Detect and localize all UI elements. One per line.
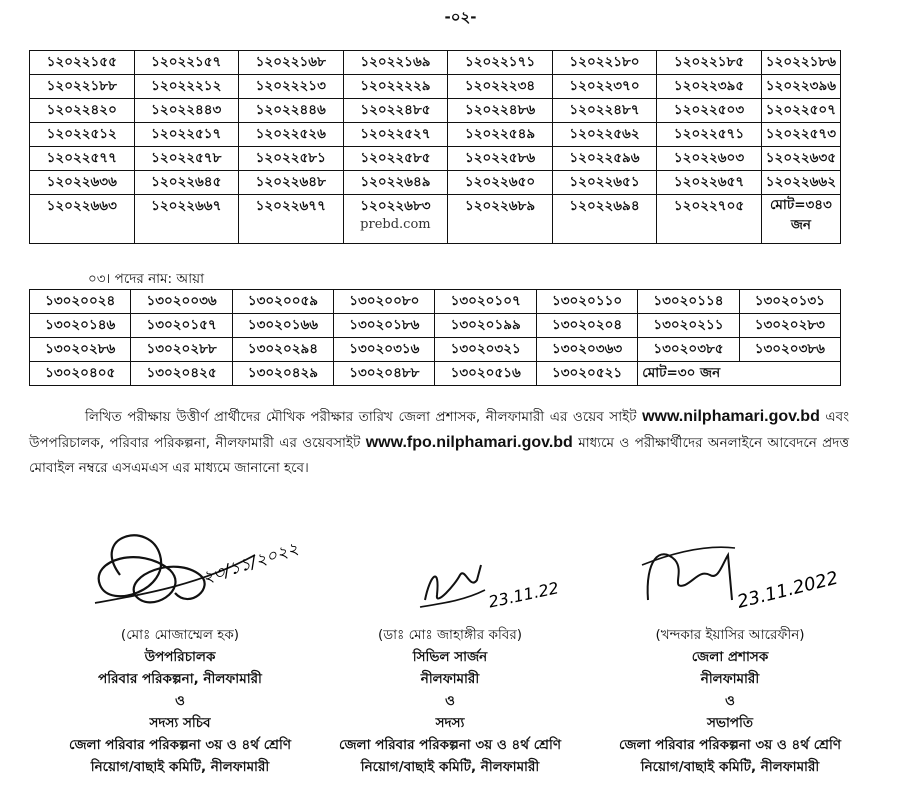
roll-cell: ১২০২২৫৮৬	[448, 147, 552, 171]
roll-cell: ১৩০২০১১০	[536, 290, 637, 314]
roll-cell: ১৩০২০২৮৮	[131, 338, 232, 362]
roll-cell: ১২০২২৬০৩	[657, 147, 762, 171]
roll-cell: ১৩০২০৩৬৩	[536, 338, 637, 362]
roll-cell: ১২০২২৬৫৭	[657, 171, 762, 195]
roll-cell: ১২০২২৫৮৫	[343, 147, 448, 171]
total-count-cell: মোট=৩০ জন	[638, 362, 841, 386]
middle-signature-date: 23.11.22	[486, 578, 561, 612]
signatory-designation: সিভিল সার্জন	[412, 649, 488, 665]
roll-cell: ১২০২২৬৬৩	[30, 195, 135, 244]
signatory-left	[30, 624, 330, 778]
notice-text-2: এবং উপপরিচালক, পরিবার পরিকল্পনা, নীলফামারী এর ওয়েবসাইট	[29, 409, 850, 451]
roll-cell: ১২০২২৪৮৬	[448, 99, 552, 123]
signatory-name: (ডাঃ মোঃ জাহাঙ্গীর কবির)	[377, 627, 523, 643]
signatory-office: নীলফামারী	[700, 671, 760, 687]
roll-cell: ১২০২২২২৯	[343, 75, 448, 99]
signatory-conjunction: ও	[725, 693, 735, 709]
roll-cell: ১৩০২০০২৪	[30, 290, 131, 314]
roll-cell: ১২০২২৬৮৯	[448, 195, 552, 244]
roll-cell: ১২০২২৫২৭	[343, 123, 448, 147]
roll-cell: ১২০২২৫৭৩	[761, 123, 840, 147]
roll-cell: ১২০২২৫১৭	[134, 123, 239, 147]
roll-cell: ১২০২২৫১২	[30, 123, 135, 147]
roll-cell: ১৩০২০১৮৬	[334, 314, 435, 338]
roll-cell: ১৩০২০২৯৪	[232, 338, 333, 362]
signatory-committee-line-1: জেলা পরিবার পরিকল্পনা ৩য় ও ৪র্থ শ্রেণি	[68, 737, 292, 753]
roll-cell: ১২০২২৬৪৮	[239, 171, 344, 195]
table-row	[30, 338, 841, 362]
roll-cell: ১২০২২৬৩৫	[761, 147, 840, 171]
signatory-conjunction: ও	[445, 693, 455, 709]
roll-cell: ১৩০২০১৬৬	[232, 314, 333, 338]
roll-cell: ১৩০২০১৫৭	[131, 314, 232, 338]
right-signature	[640, 530, 870, 625]
table-row	[30, 51, 841, 75]
table-row	[30, 123, 841, 147]
roll-cell: ১২০২২৬৪৯	[343, 171, 448, 195]
roll-cell: ১৩০২০৫১৬	[435, 362, 536, 386]
roll-cell: ১২০২২৪২০	[30, 99, 135, 123]
roll-cell: ১৩০২০২১১	[638, 314, 739, 338]
notice-text-3: মাধ্যমে ও পরীক্ষার্থীদের অনলাইনে আবেদনে প্রদত্ত মোবাইল নম্বরে এসএমএস এর মাধ্যমে জানানো হবে।	[29, 435, 850, 476]
roll-cell: ১২০২২৬৪৫	[134, 171, 239, 195]
signatory-committee-line-2: নিয়োগ/বাছাই কমিটি, নীলফামারী	[90, 759, 270, 775]
section-heading: ০৩। পদের নাম: আয়া	[88, 271, 204, 287]
roll-cell: ১৩০২০১৯৯	[435, 314, 536, 338]
roll-cell: ১৩০২০৩৮৬	[739, 338, 840, 362]
roll-cell: ১৩০২০০৫৯	[232, 290, 333, 314]
roll-cell: ১২০২২১৭১	[448, 51, 552, 75]
roll-cell: ১২০২২৩৯৫	[657, 75, 762, 99]
roll-cell: ১২০২২২১২	[134, 75, 239, 99]
roll-cell: ১২০২২১৮৮	[30, 75, 135, 99]
roll-cell: ১৩০২০৪২৯	[232, 362, 333, 386]
table-row	[30, 147, 841, 171]
notice-paragraph	[29, 404, 849, 481]
roll-cell: ১৩০২০৩৮৫	[638, 338, 739, 362]
table-row	[30, 290, 841, 314]
roll-cell: ১২০২২৫৪৯	[448, 123, 552, 147]
roll-cell: ১২০২২৫৯৬	[552, 147, 657, 171]
table-row	[30, 171, 841, 195]
table-row	[30, 195, 841, 244]
signatory-conjunction: ও	[175, 693, 185, 709]
roll-cell: ১২০২২৭০৫	[657, 195, 762, 244]
roll-cell: ১২০২২১৮০	[552, 51, 657, 75]
signatory-committee-line-1: জেলা পরিবার পরিকল্পনা ৩য় ও ৪র্থ শ্রেণি	[338, 737, 562, 753]
signatory-committee-role: সভাপতি	[706, 715, 754, 731]
roll-cell: ১২০২২৪৮৭	[552, 99, 657, 123]
signatory-name: (মোঃ মোজাম্মেল হক)	[120, 627, 240, 643]
roll-cell: ১৩০২০১৩১	[739, 290, 840, 314]
table-row	[30, 99, 841, 123]
roll-cell: ১২০২২৬৫০	[448, 171, 552, 195]
table-row	[30, 362, 841, 386]
roll-cell: ১২০২২৬৩৬	[30, 171, 135, 195]
roll-cell: ১২০২২৬৬২	[761, 171, 840, 195]
roll-cell: ১৩০২০২৮৬	[30, 338, 131, 362]
roll-cell: ১২০২২৬৭৭	[239, 195, 344, 244]
signatory-designation: জেলা প্রশাসক	[691, 649, 769, 665]
roll-number-table-2	[29, 289, 841, 386]
left-signature-date: ২৩/১১/২০২২	[199, 538, 302, 589]
roll-cell: ১৩০২০০৩৬	[131, 290, 232, 314]
roll-cell: ১২০২২৬৯৪	[552, 195, 657, 244]
roll-cell: ১২০২২৬৫১	[552, 171, 657, 195]
signatory-right	[560, 624, 900, 778]
roll-cell: ১২০২২১৫৫	[30, 51, 135, 75]
table-row	[30, 75, 841, 99]
roll-cell: ১২০২২৫৭৮	[134, 147, 239, 171]
roll-cell: ১২০২২৫০৭	[761, 99, 840, 123]
roll-number-table-1	[29, 50, 841, 244]
roll-cell: ১২০২২১৮৬	[761, 51, 840, 75]
signatory-committee-line-1: জেলা পরিবার পরিকল্পনা ৩য় ও ৪র্থ শ্রেণি	[618, 737, 842, 753]
middle-signature	[415, 545, 605, 625]
roll-cell: ১২০২২৫৮১	[239, 147, 344, 171]
roll-cell: ১২০২২১৬৮	[239, 51, 344, 75]
roll-cell: ১২০২২৫৭১	[657, 123, 762, 147]
roll-cell: ১২০২২৪৮৫	[343, 99, 448, 123]
signatory-designation: উপপরিচালক	[144, 649, 216, 665]
roll-cell: ১২০২২২১৩	[239, 75, 344, 99]
roll-cell: ১২০২২৩৯৬	[761, 75, 840, 99]
roll-cell: ১৩০২০২০৪	[536, 314, 637, 338]
roll-cell: ১৩০২০৪২৫	[131, 362, 232, 386]
roll-cell: ১২০২২৬৬৭	[134, 195, 239, 244]
roll-cell: ১২০২২১৫৭	[134, 51, 239, 75]
notice-text-1: লিখিত পরীক্ষায় উত্তীর্ণ প্রার্থীদের মৌখিক পরীক্ষার তারিখ জেলা প্রশাসক, নীলফামারী এর ওয়েব সাইট	[85, 409, 637, 425]
roll-cell: ১২০২২৪৪৬	[239, 99, 344, 123]
roll-cell: ১৩০২০০৮০	[334, 290, 435, 314]
roll-cell: ১২০২২৫৭৭	[30, 147, 135, 171]
roll-cell: ১২০২২৪৪৩	[134, 99, 239, 123]
roll-cell: ১৩০২০৪৮৮	[334, 362, 435, 386]
page-number: -০২-	[444, 8, 477, 26]
signatory-committee-role: সদস্য	[435, 715, 465, 731]
district-website-link[interactable]: www.nilphamari.gov.bd	[642, 408, 820, 425]
right-signature-date: 23.11.2022	[735, 567, 841, 613]
roll-cell: ১২০২২২৩৪	[448, 75, 552, 99]
roll-cell: ১২০২২৫০৩	[657, 99, 762, 123]
roll-cell: ১২০২২১৬৯	[343, 51, 448, 75]
signatory-committee-line-2: নিয়োগ/বাছাই কমিটি, নীলফামারী	[360, 759, 540, 775]
roll-cell: ১২০২২৫৬২	[552, 123, 657, 147]
roll-cell: ১২০২২৩৭০	[552, 75, 657, 99]
roll-cell: ১২০২২১৮৫	[657, 51, 762, 75]
roll-cell: ১৩০২০১৪৬	[30, 314, 131, 338]
roll-cell-with-watermark	[343, 195, 448, 244]
roll-number: ১২০২২৬৮৩	[360, 198, 431, 214]
fpo-website-link[interactable]: www.fpo.nilphamari.gov.bd	[365, 434, 573, 451]
total-count-cell: মোট=৩৪৩ জন	[761, 195, 840, 244]
table-row	[30, 314, 841, 338]
signatory-name: (খন্দকার ইয়াসির আরেফীন)	[655, 627, 805, 643]
left-signature	[80, 515, 310, 630]
signatory-committee-line-2: নিয়োগ/বাছাই কমিটি, নীলফামারী	[640, 759, 820, 775]
roll-cell: ১৩০২০২৮৩	[739, 314, 840, 338]
signatory-office: নীলফামারী	[420, 671, 480, 687]
watermark: prebd.com	[360, 217, 431, 232]
roll-cell: ১৩০২০১০৭	[435, 290, 536, 314]
roll-cell: ১২০২২৫২৬	[239, 123, 344, 147]
signatory-committee-role: সদস্য সচিব	[149, 715, 211, 731]
roll-cell: ১৩০২০৪০৫	[30, 362, 131, 386]
roll-cell: ১৩০২০৩১৬	[334, 338, 435, 362]
roll-cell: ১৩০২০১১৪	[638, 290, 739, 314]
roll-cell: ১৩০২০৩২১	[435, 338, 536, 362]
roll-cell: ১৩০২০৫২১	[536, 362, 637, 386]
signatory-office: পরিবার পরিকল্পনা, নীলফামারী	[98, 671, 262, 687]
